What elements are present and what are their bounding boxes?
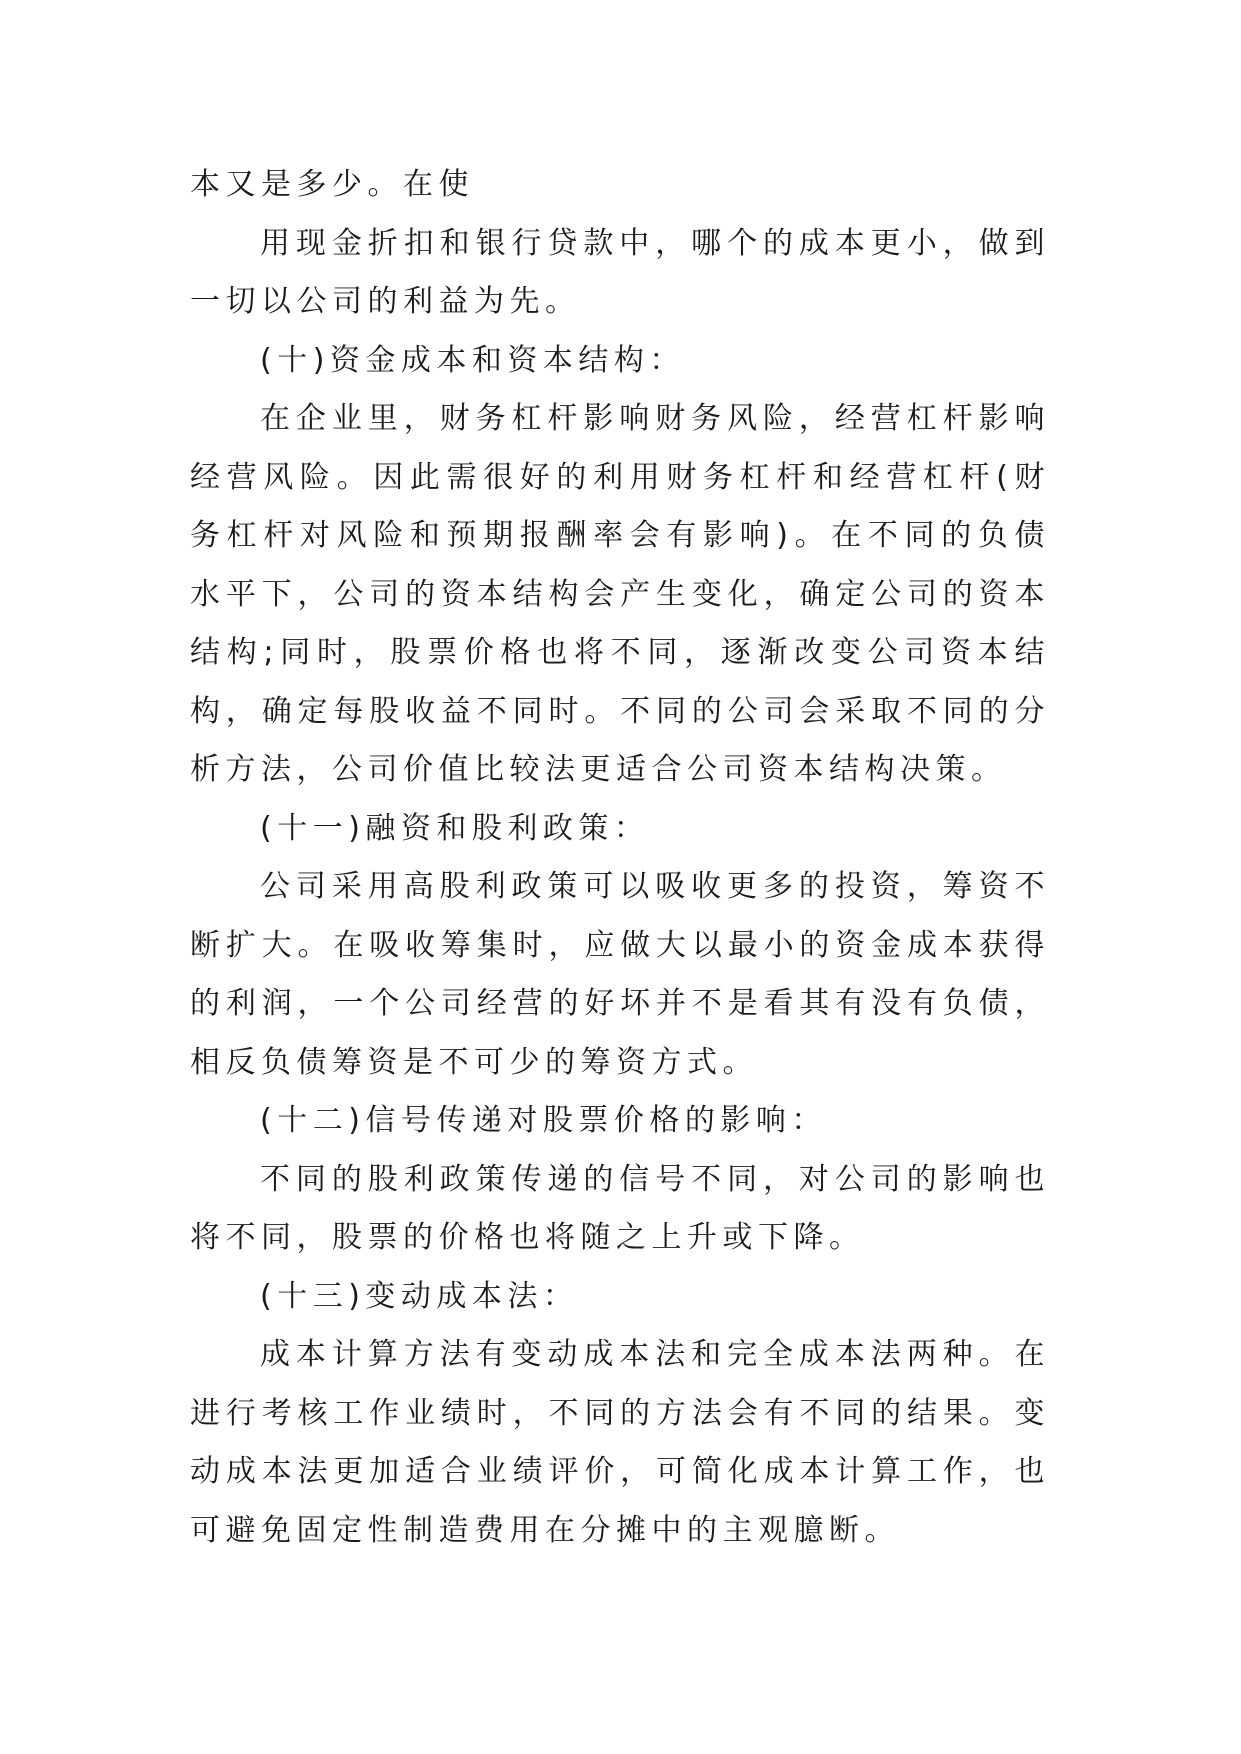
paragraph-dividend-policy: 公司采用高股利政策可以吸收更多的投资，筹资不断扩大。在吸收筹集时，应做大以最小的资金成本获得的利润，一个公司经营的好坏并不是看其有没有负债，相反负债筹资是不可少的筹资方式。 <box>190 869 1050 1080</box>
heading-section-13: (十三)变动成本法： <box>260 1278 579 1314</box>
paragraph-continuation: 本又是多少。在使 <box>190 167 474 202</box>
paragraph-capital-structure: 在企业里，财务杠杆影响财务风险，经营杠杆影响经营风险。因此需很好的利用财务杠杆和经营杠杆(财务杠杆对风险和预期报酬率会有影响)。在不同的负债水平下，公司的资本结构会产生变化，确定公司的资本结构;同时，股票价格也将不同，逐渐改变公司资本结构，确定每股收益不同时。不同的公司会采取不同的分析方法，公司价值比较法更适合公司资本结构决策。 <box>190 401 1050 787</box>
paragraph-signaling: 不同的股利政策传递的信号不同，对公司的影响也将不同，股票的价格也将随之上升或下降。 <box>190 1161 1050 1255</box>
heading-section-11: (十一)融资和股利政策： <box>260 810 650 846</box>
paragraph-cash-discount: 用现金折扣和银行贷款中，哪个的成本更小，做到一切以公司的利益为先。 <box>190 225 1050 319</box>
heading-section-10: (十)资金成本和资本结构： <box>260 342 685 378</box>
paragraph-variable-costing: 成本计算方法有变动成本法和完全成本法两种。在进行考核工作业绩时，不同的方法会有不同的结果。变动成本法更加适合业绩评价，可简化成本计算工作，也可避免固定性制造费用在分摊中的主观臆断。 <box>190 1337 1050 1548</box>
document-page <box>190 156 1050 1560</box>
heading-section-12: (十二)信号传递对股票价格的影响： <box>260 1103 827 1138</box>
